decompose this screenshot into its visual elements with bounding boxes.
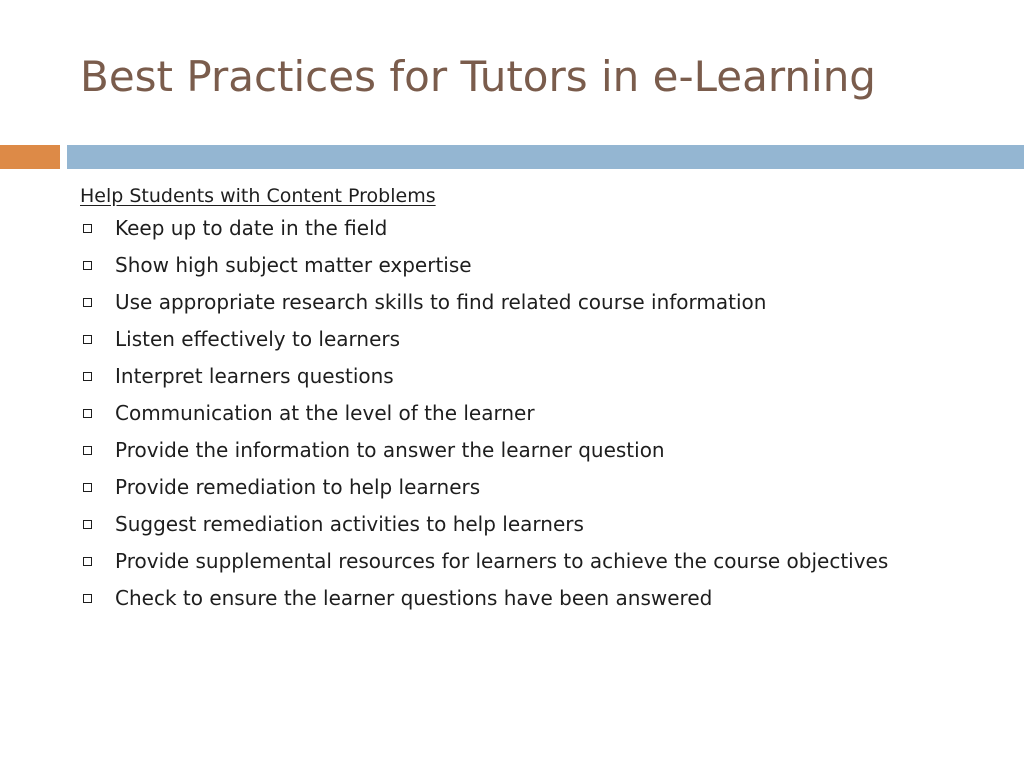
- square-bullet-icon: [83, 483, 92, 492]
- square-bullet-icon: [83, 557, 92, 566]
- bullet-item: [80, 253, 980, 278]
- bullet-item: [80, 512, 980, 537]
- bullet-text: Provide supplemental resources for learners to achieve the course objectives: [115, 549, 889, 573]
- slide-content: [80, 184, 980, 623]
- section-subheading: Help Students with Content Problems: [80, 185, 436, 207]
- bullet-text: Provide remediation to help learners: [115, 475, 481, 499]
- bullet-text: Suggest remediation activities to help learners: [115, 512, 584, 536]
- bullet-item: [80, 438, 980, 463]
- bullet-item: [80, 216, 980, 241]
- bullet-item: [80, 290, 980, 315]
- bullet-text: Show high subject matter expertise: [115, 253, 472, 277]
- bullet-item: [80, 327, 980, 352]
- bullet-text: Provide the information to answer the learner question: [115, 438, 665, 462]
- square-bullet-icon: [83, 261, 92, 270]
- bullet-text: Interpret learners questions: [115, 364, 394, 388]
- bullet-item: [80, 586, 980, 611]
- square-bullet-icon: [83, 224, 92, 233]
- bullet-text: Keep up to date in the field: [115, 216, 388, 240]
- square-bullet-icon: [83, 372, 92, 381]
- bullet-text: Use appropriate research skills to find related course information: [115, 290, 767, 314]
- bullet-list: [80, 216, 980, 611]
- bullet-text: Communication at the level of the learner: [115, 401, 535, 425]
- bullet-item: [80, 401, 980, 426]
- bullet-text: Check to ensure the learner questions have been answered: [115, 586, 713, 610]
- bullet-item: [80, 475, 980, 500]
- square-bullet-icon: [83, 335, 92, 344]
- bullet-item: [80, 364, 980, 389]
- accent-bar-blue: [67, 145, 1024, 169]
- square-bullet-icon: [83, 520, 92, 529]
- square-bullet-icon: [83, 594, 92, 603]
- slide-title: Best Practices for Tutors in e-Learning: [80, 52, 876, 101]
- bullet-text: Listen effectively to learners: [115, 327, 401, 351]
- accent-bar-orange: [0, 145, 60, 169]
- square-bullet-icon: [83, 446, 92, 455]
- square-bullet-icon: [83, 409, 92, 418]
- bullet-item: [80, 549, 980, 574]
- square-bullet-icon: [83, 298, 92, 307]
